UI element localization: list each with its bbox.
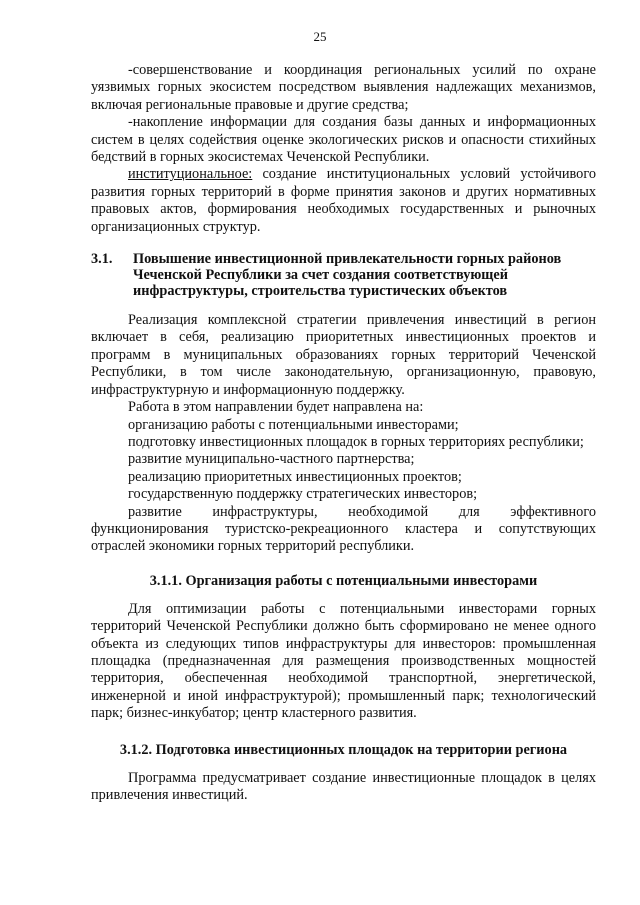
section-3-1-heading-line xyxy=(91,251,596,267)
institutional-paragraph xyxy=(91,166,596,236)
section-3-1-list-item: развитие муниципально-частного партнерства; xyxy=(128,451,415,468)
page-number: 25 xyxy=(313,29,327,44)
section-3-1-paragraph: Работа в этом направлении будет направлена на: xyxy=(128,399,424,416)
section-3-1-list-item: организацию работы с потенциальными инвесторами; xyxy=(128,416,459,433)
section-3-1-1-heading: 3.1.1. Организация работы с потенциальными инвесторами xyxy=(149,572,538,589)
bullet-paragraph: -накопление информации для создания базы данных и информационных систем в целях содействия оценке экологических рисков и опасности стихийных бедствий в горных экосистемах Чеченской Республики. xyxy=(91,114,596,166)
section-3-1-title-line: Чеченской Республики за счет создания соответствующей xyxy=(133,267,508,284)
institutional-text: создание институциональных условий устойчивого развития горных территорий в форме принятия законов и других нормативных правовых актов, формирования необходимых государственных и рыночных организационных структур. xyxy=(91,166,596,235)
section-3-1-2-paragraph: Программа предусматривает создание инвестиционные площадок в целях привлечения инвестиций. xyxy=(91,769,596,803)
section-3-1-list-item: развитие инфраструктуры, необходимой для эффективного функционирования туристско-рекреационного кластера и сопутствующих отраслей экономики горных территорий республики. xyxy=(91,503,596,555)
section-3-1-list-item: подготовку инвестиционных площадок в горных территориях республики; xyxy=(128,433,584,450)
section-3-1-title-line: Повышение инвестиционной привлекательности горных районов xyxy=(133,251,562,268)
institutional-term: институциональное: xyxy=(128,166,253,183)
section-3-1-paragraph: Реализация комплексной стратегии привлечения инвестиций в регион включает в себя, реализацию приоритетных инвестиционных проектов и программ в муниципальных образованиях горных территорий Чеченской Республики, в том числе законодательную, организационную, правовую, инфраструктурную и информационную поддержку. xyxy=(91,312,596,398)
bullet-paragraph: -совершенствование и координация региональных усилий по охране уязвимых горных экосистем посредством выявления надлежащих механизмов, включая региональные правовые и другие средства; xyxy=(91,62,596,113)
section-3-1-number: 3.1. xyxy=(91,251,113,268)
page-content xyxy=(91,62,596,804)
section-3-1-heading xyxy=(91,251,596,299)
section-3-1-list-item: реализацию приоритетных инвестиционных проектов; xyxy=(128,468,462,485)
section-3-1-1-paragraph: Для оптимизации работы с потенциальными инвесторами горных территорий Чеченской Республики должно быть сформировано не менее одного объекта из следующих типов инфраструктуры для инвесторов: промышленная площадка (предназначенная для размещения производственных мощностей территория, обеспеченная необходимой транспортной, энергетической, инженерной и иной инфраструктурой); промышленный парк; технологический парк; бизнес-инкубатор; центр кластерного развития. xyxy=(91,600,596,722)
section-3-1-list-item: государственную поддержку стратегических инвесторов; xyxy=(128,486,478,503)
section-3-1-title-line: инфраструктуры, строительства туристических объектов xyxy=(133,283,508,300)
section-3-1-2-heading: 3.1.2. Подготовка инвестиционных площадок на территории региона xyxy=(119,741,568,758)
